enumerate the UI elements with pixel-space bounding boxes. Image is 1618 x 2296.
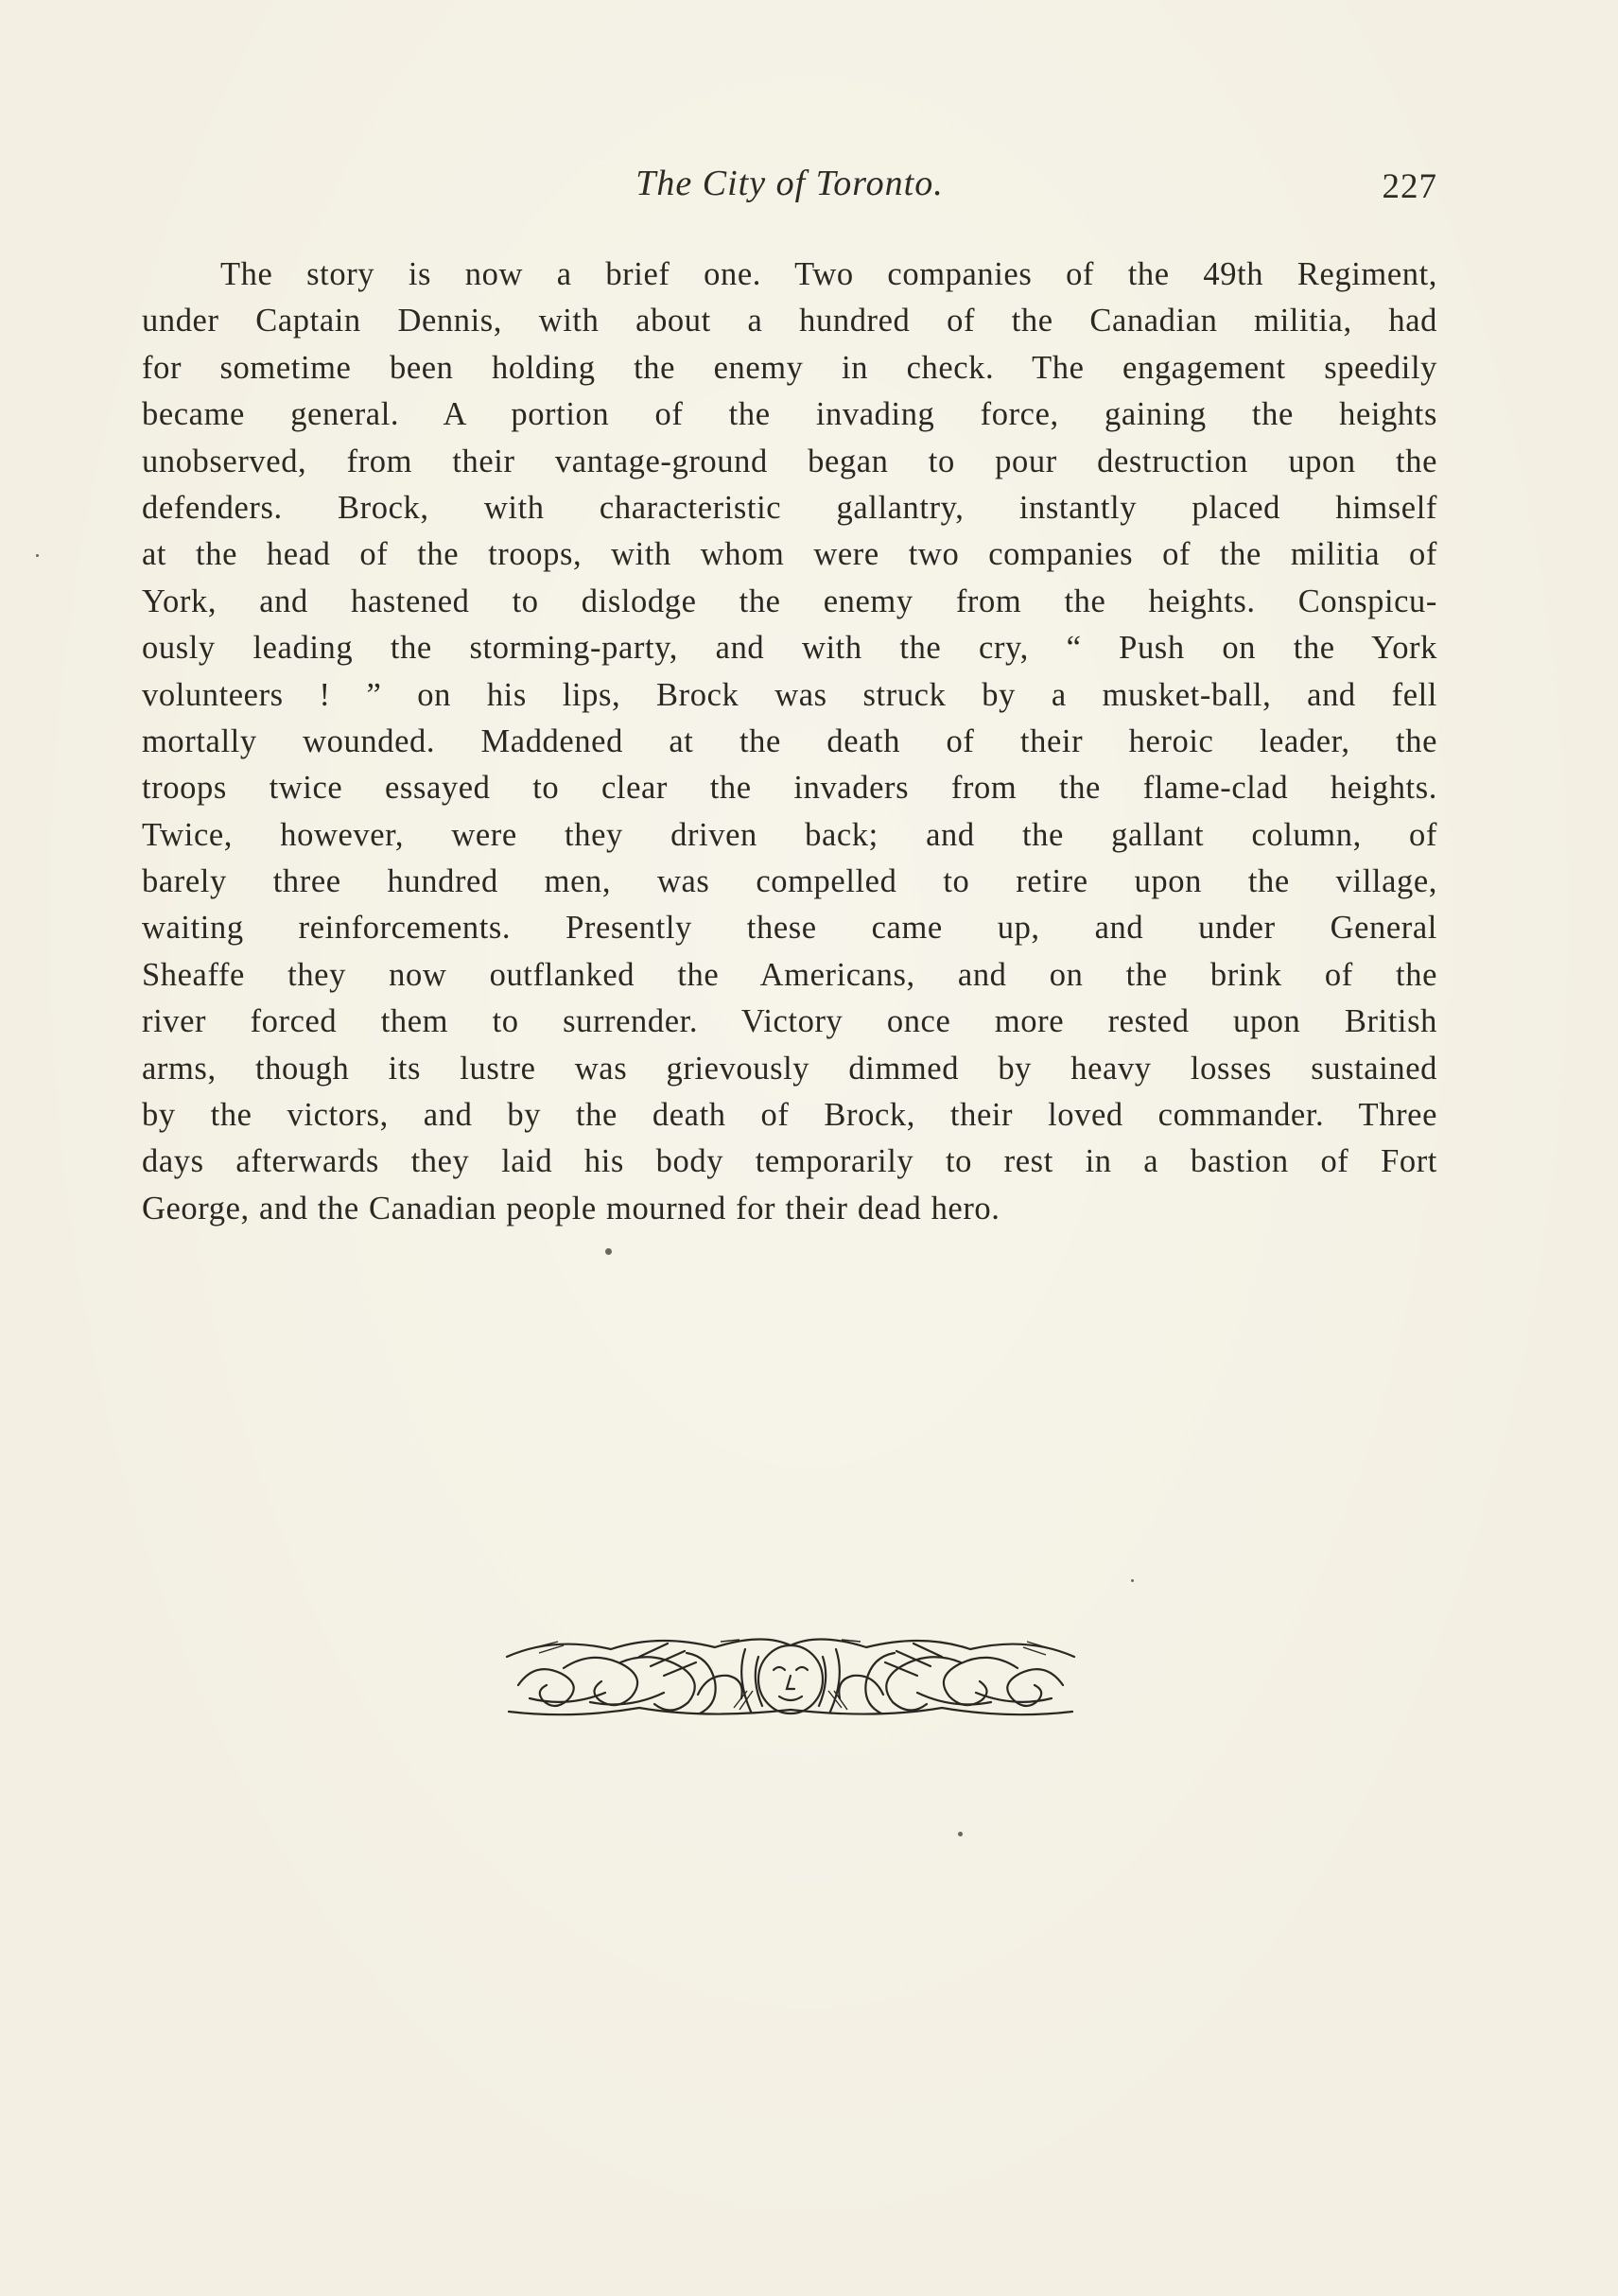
text-line: arms, though its lustre was grievously dimmed by heavy losses sustained [142, 1050, 1437, 1087]
body-paragraph [142, 252, 1437, 1232]
text-line: ously leading the storming-party, and with the cry, “ Push on the York [142, 630, 1437, 667]
text-line: for sometime been holding the enemy in check. The engagement speedily [142, 349, 1437, 386]
text-line: at the head of the troops, with whom were two companies of the militia of [142, 536, 1437, 573]
text-line: unobserved, from their vantage-ground began to pour destruction upon the [142, 443, 1437, 479]
text-line: barely three hundred men, was compelled to retire upon the village, [142, 863, 1437, 900]
text-line: mortally wounded. Maddened at the death of their heroic leader, the [142, 722, 1437, 759]
text-line: York, and hastened to dislodge the enemy from the heights. Conspicu- [142, 583, 1437, 619]
text-line: Sheaffe they now outflanked the Americans, and on the brink of the [142, 956, 1437, 993]
text-line: The story is now a brief one. Two companies of the 49th Regiment, [220, 256, 1437, 292]
running-head-title: The City of Toronto. [635, 164, 944, 203]
text-line: George, and the Canadian people mourned for their dead hero. [142, 1190, 1000, 1226]
text-line: days afterwards they laid his body temporarily to rest in a bastion of Fort [142, 1143, 1437, 1180]
text-line: troops twice essayed to clear the invaders from the flame-clad heights. [142, 770, 1437, 807]
page-number: 227 [1382, 167, 1437, 206]
text-line: volunteers ! ” on his lips, Brock was struck by a musket-ball, and fell [142, 676, 1437, 713]
paper-speck [36, 554, 39, 557]
paper-speck [1131, 1579, 1134, 1582]
text-line: Twice, however, were they driven back; and the gallant column, of [142, 816, 1437, 853]
tailpiece-ornament-icon [497, 1628, 1084, 1723]
paper-speck [605, 1248, 612, 1255]
text-line: by the victors, and by the death of Brock, their loved commander. Three [142, 1097, 1437, 1134]
text-line: under Captain Dennis, with about a hundred of the Canadian militia, had [142, 303, 1437, 339]
running-head [142, 163, 1437, 219]
text-line: river forced them to surrender. Victory once more rested upon British [142, 1003, 1437, 1040]
text-line: became general. A portion of the invading force, gaining the heights [142, 396, 1437, 433]
text-line: waiting reinforcements. Presently these came up, and under General [142, 910, 1437, 947]
paper-speck [958, 1832, 963, 1836]
text-line: defenders. Brock, with characteristic gallantry, instantly placed himself [142, 489, 1437, 526]
